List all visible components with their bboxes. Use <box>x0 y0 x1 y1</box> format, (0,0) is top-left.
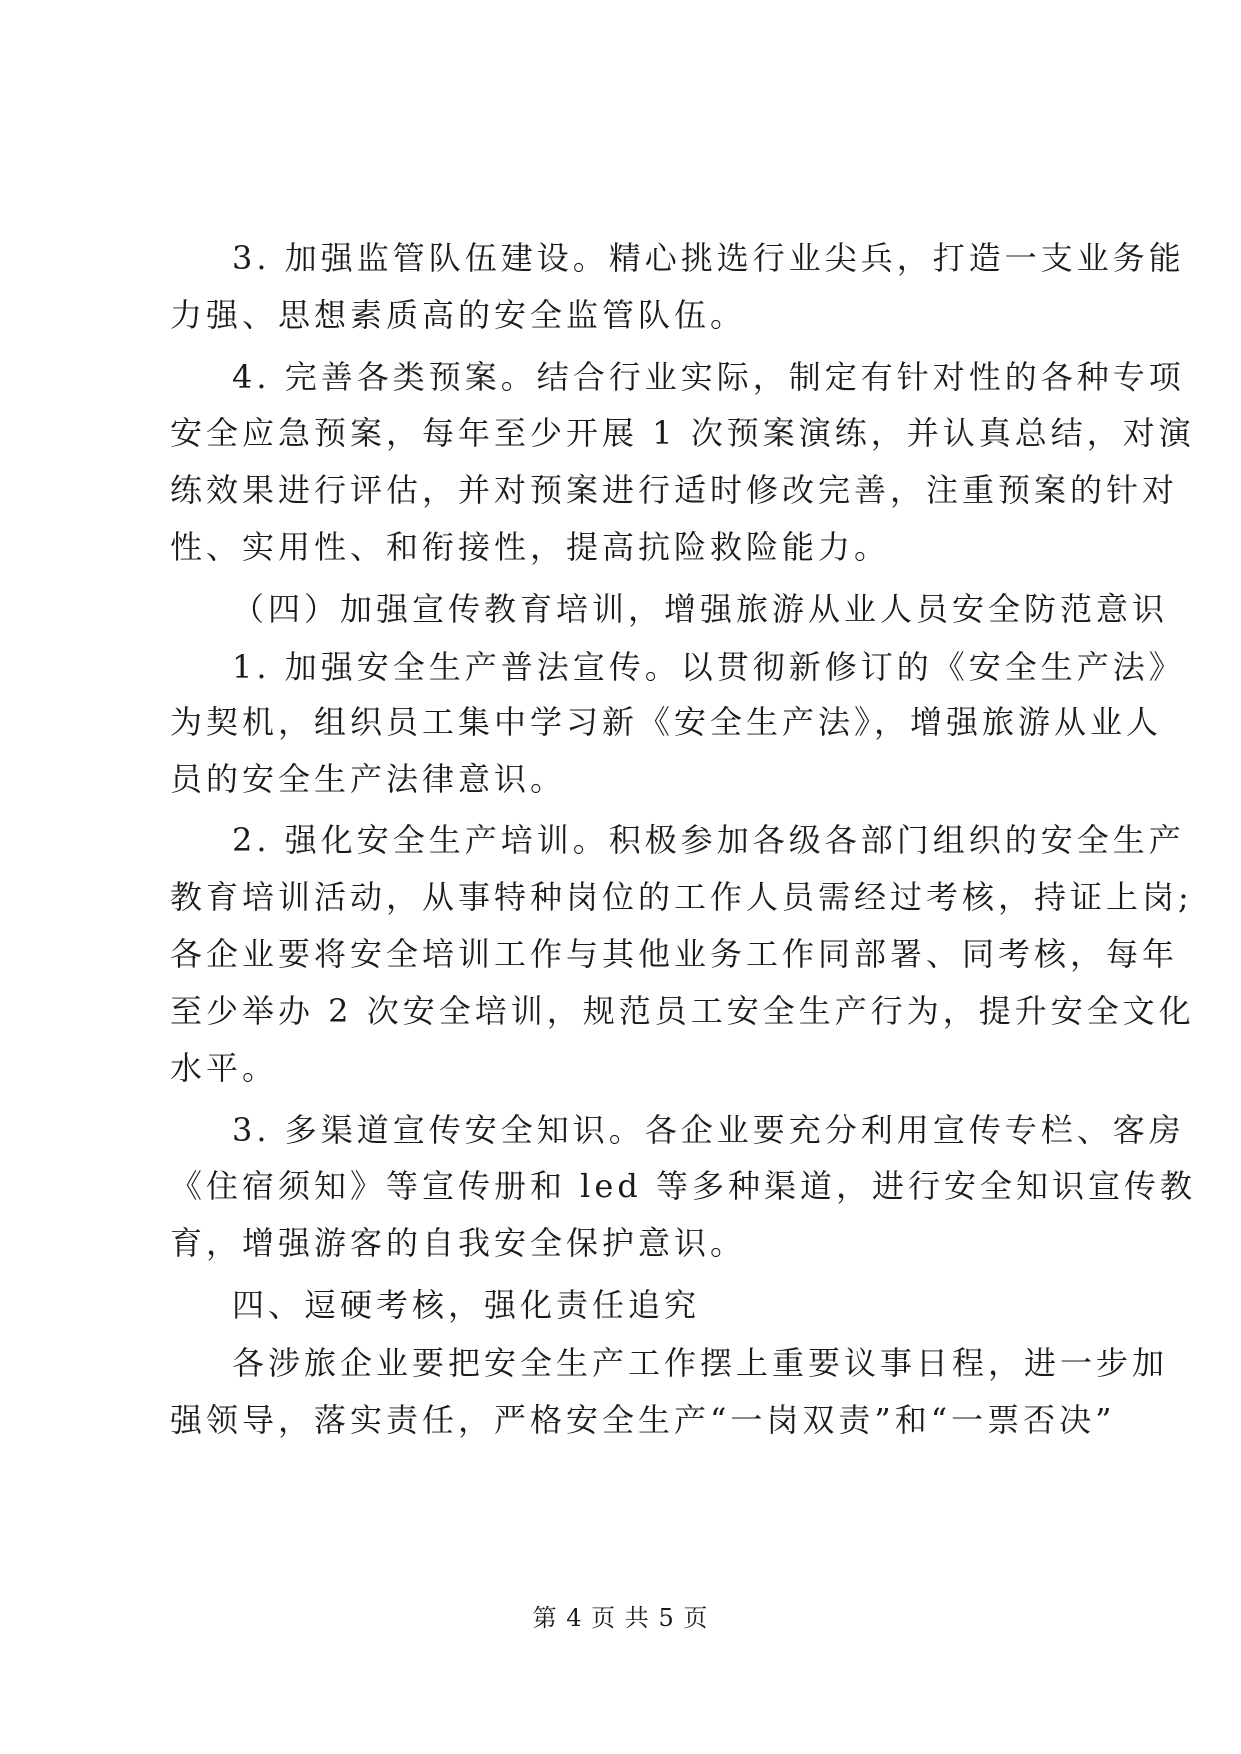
paragraph-line: 2. 强化安全生产培训。积极参加各级各部门组织的安全生产 <box>232 821 1185 859</box>
paragraph-line: 为契机，组织员工集中学习新《安全生产法》，增强旅游从业人 <box>170 703 1163 741</box>
section-heading: 四、逗硬考核，强化责任追究 <box>232 1286 701 1324</box>
paragraph-line: 水平。 <box>170 1049 279 1087</box>
paragraph-line: 4. 完善各类预案。结合行业实际，制定有针对性的各种专项 <box>232 358 1185 396</box>
paragraph-line: 至少举办 2 次安全培训，规范员工安全生产行为，提升安全文化 <box>170 992 1195 1030</box>
paragraph-line: 员的安全生产法律意识。 <box>170 760 567 798</box>
paragraph-line: 安全应急预案，每年至少开展 1 次预案演练，并认真总结，对演 <box>170 414 1195 452</box>
paragraph-line: 3. 加强监管队伍建设。精心挑选行业尖兵，打造一支业务能 <box>232 239 1185 277</box>
paragraph-line: 强领导，落实责任，严格安全生产“一岗双责”和“一票否决” <box>170 1401 1116 1439</box>
paragraph-line: 练效果进行评估，并对预案进行适时修改完善，注重预案的针对 <box>170 471 1179 509</box>
paragraph-line: 力强、思想素质高的安全监管队伍。 <box>170 296 747 334</box>
paragraph-line: 3. 多渠道宣传安全知识。各企业要充分利用宣传专栏、客房 <box>232 1111 1185 1149</box>
paragraph-line: 1. 加强安全生产普法宣传。以贯彻新修订的《安全生产法》 <box>232 648 1185 686</box>
page-footer: 第 4 页 共 5 页 <box>532 1604 709 1632</box>
paragraph-line: 育，增强游客的自我安全保护意识。 <box>170 1224 747 1262</box>
paragraph-line: 《住宿须知》等宣传册和 led 等多种渠道，进行安全知识宣传教 <box>170 1167 1197 1205</box>
section-heading: （四）加强宣传教育培训，增强旅游从业人员安全防范意识 <box>232 590 1169 628</box>
paragraph-line: 性、实用性、和衔接性，提高抗险救险能力。 <box>170 528 891 566</box>
paragraph-line: 各涉旅企业要把安全生产工作摆上重要议事日程，进一步加 <box>232 1344 1169 1382</box>
paragraph-line: 教育培训活动，从事特种岗位的工作人员需经过考核，持证上岗; <box>170 878 1193 916</box>
paragraph-line: 各企业要将安全培训工作与其他业务工作同部署、同考核，每年 <box>170 935 1179 973</box>
